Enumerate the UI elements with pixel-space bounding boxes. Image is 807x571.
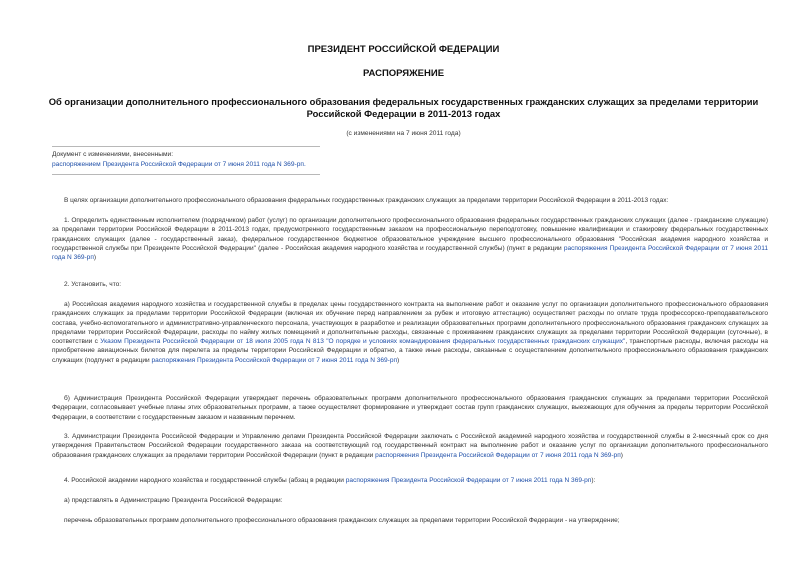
paragraph-2-text: 2. Установить, что: (64, 281, 122, 288)
document-title: Об организации дополнительного профессионального образования федеральных государственных гражданских служащих за пределами территории Российской Федерации в 2011-2013 годах (48, 96, 759, 119)
issuer-heading: ПРЕЗИДЕНТ РОССИЙСКОЙ ФЕДЕРАЦИИ (307, 44, 500, 55)
paragraph-3: 3. Администрации Президента Российской Федерации и Управлению делами Президента Российской Федерации заключать с Российской академией народного хозяйства и государственной службы в 2-месячный срок со дня утверждения Правительством Российской Федерации государственного заказа на соответствующий год государственный контракт на выполнение работ и оказание услуг по организации дополнительного профессионального образования гражданских служащих за пределами территории Российской Федерации (пункт в редакции распоряжения Президента Российской Федерации от 7 июня 2011 года N 369-рп) (52, 433, 768, 459)
intro-text: В целях организации дополнительного профессионального образования федеральных государственных гражданских служащих за пределами территории Российской Федерации в 2011-2013 годах: (64, 197, 669, 204)
document-type-heading: РАСПОРЯЖЕНИЕ (362, 68, 445, 79)
amendments-top-rule (52, 146, 320, 147)
amendments-link[interactable]: распоряжением Президента Российской Федерации от 7 июня 2011 года N 369-рп. (52, 160, 306, 168)
paragraph-2 (52, 280, 768, 289)
subparagraph-b (52, 394, 768, 422)
paragraph-4: 4. Российской академии народного хозяйства и государственной службы (абзац в редакции распоряжения Президента Российской Федерации от 7 июня 2011 года N 369-рп): (64, 477, 596, 484)
subparagraph-a-text-2: , транспортные расходы, включая расходы на приобретение авиационных билетов для перелета за пределы территории Российской Федерации и обратно, а также иные расходы, связанные с осуществлением дополнительного профессионального образования гражданских служащих (подпункт в редакции (52, 338, 768, 364)
decree-813-link[interactable]: Указом Президента Российской Федерации от 18 июля 2005 года N 813 "О порядке и условиях командирования федеральных государственных гражданских служащих" (100, 338, 626, 346)
subparagraph-b-text: б) Администрация Президента Российской Федерации утверждает перечень образовательных программ дополнительного профессионального образования гражданских служащих за пределами территории Российской Федерации, согласовывает учебные планы этих образовательных программ, а также осуществляет формирование и утверждает состав групп гражданских служащих, выезжающих для обучения за пределы территории Российской Федерации, в соответствии с государственным заказом и названным перечнем. (52, 395, 768, 421)
subparagraph-a-link[interactable]: распоряжения Президента Российской Федерации от 7 июня 2011 года N 369-рп (151, 356, 398, 364)
paragraph-4-text: 4. Российской академии народного хозяйства и государственной службы (абзац в редакции (64, 477, 344, 484)
paragraph-3-text: 3. Администрации Президента Российской Федерации и Управлению делами Президента Российской Федерации заключать с Российской академией народного хозяйства и государственной службы в 2-месячный срок со дня утверждения Правительством Российской Федерации государственного заказа на соответствующий год государственный контракт на выполнение работ и оказание услуг по организации дополнительного профессионального образования гражданских служащих за пределами территории Российской Федерации (пункт в редакции (52, 433, 768, 459)
paragraph-4a-list-text: перечень образовательных программ дополнительного профессионального образования гражданских служащих за пределами территории Российской Федерации - на утверждение; (64, 517, 620, 524)
paragraph-4a-text: а) представлять в Администрацию Президента Российской Федерации: (64, 497, 283, 504)
paragraph-1-text: 1. Определить единственным исполнителем (подрядчиком) работ (услуг) по организации дополнительного профессионального образования федеральных государственных гражданских служащих (далее - гражданские служащие) за пределами территории Российской Федерации в 2011-2013 годах, предусмотренного государственным заказом на профессиональную переподготовку, повышение квалификации и стажировку федеральных государственных гражданских служащих (далее - государственный заказ), федеральное государственное бюджетное образовательное учреждение высшего профессионального образования "Российская академия народного хозяйства и государственной службы при Президенте Российской Федерации" (далее - Российская академия народного хозяйства и государственной службы) (пункт в редакции (52, 217, 768, 252)
amendments-label: Документ с изменениями, внесенными: (52, 151, 174, 158)
paragraph-4a (52, 496, 768, 505)
subparagraph-a-text-1: а) Российская академия народного хозяйства и государственной службы в пределах цены государственного контракта на выполнение работ и оказание услуг по организации дополнительного профессионального образования гражданских служащих за пределами территории Российской Федерации (включая их обучение перед направлением за рубеж и итоговую аттестацию) осуществляет расходы по оплате труда профессорско-преподавательского состава, учебно-вспомогательного и административно-управленческого персонала, участвующих в разработке и реализации образовательных программ дополнительного профессионального образования гражданских служащих за пределами территории Российской Федерации, расходы по найму жилых помещений и дополнительные расходы, связанные с проживанием гражданских служащих за пределами территории Российской Федерации (суточные), в соответствии с (52, 301, 768, 346)
intro-paragraph (52, 196, 768, 205)
paragraph-1-link[interactable]: распоряжения Президента Российской Федерации от 7 июня 2011 года N 369-рп (52, 244, 768, 262)
amendments-bottom-rule (52, 174, 320, 175)
subparagraph-a: а) Российская академия народного хозяйства и государственной службы в пределах цены государственного контракта на выполнение работ и оказание услуг по организации дополнительного профессионального образования гражданских служащих за пределами территории Российской Федерации (включая их обучение перед направлением за рубеж и итоговую аттестацию) осуществляет расходы по оплате труда профессорско-преподавательского состава, учебно-вспомогательного и административно-управленческого персонала, участвующих в разработке и реализации образовательных программ дополнительного профессионального образования гражданских служащих за пределами территории Российской Федерации, расходы по найму жилых помещений и дополнительные расходы, связанные с проживанием гражданских служащих за пределами территории Российской Федерации (суточные), в соответствии с Указом Президента Российской Федерации от 18 июля 2005 года N 813 "О порядке и условиях командирования федеральных государственных гражданских служащих", транспортные расходы, включая расходы на приобретение авиационных билетов для перелета за пределы территории Российской Федерации и обратно, а также иные расходы, связанные с осуществлением дополнительного профессионального образования гражданских служащих (подпункт в редакции распоряжения Президента Российской Федерации от 7 июня 2011 года N 369-рп) (52, 301, 768, 364)
paragraph-1: 1. Определить единственным исполнителем (подрядчиком) работ (услуг) по организации дополнительного профессионального образования федеральных государственных гражданских служащих (далее - гражданские служащие) за пределами территории Российской Федерации в 2011-2013 годах, предусмотренного государственным заказом на профессиональную переподготовку, повышение квалификации и стажировку федеральных государственных гражданских служащих (далее - государственный заказ), федеральное государственное бюджетное образовательное учреждение высшего профессионального образования "Российская академия народного хозяйства и государственной службы при Президенте Российской Федерации" (далее - Российская академия народного хозяйства и государственной службы) (пункт в редакции распоряжения Президента Российской Федерации от 7 июня 2011 года N 369-рп) (52, 217, 768, 262)
paragraph-4a-list-item (52, 516, 768, 525)
changes-note: (с изменениями на 7 июня 2011 года) (346, 130, 461, 137)
amendments-block (52, 150, 306, 169)
paragraph-3-link[interactable]: распоряжения Президента Российской Федерации от 7 июня 2011 года N 369-рп (375, 451, 621, 459)
paragraph-4-link[interactable]: распоряжения Президента Российской Федерации от 7 июня 2011 года N 369-рп (345, 477, 592, 484)
